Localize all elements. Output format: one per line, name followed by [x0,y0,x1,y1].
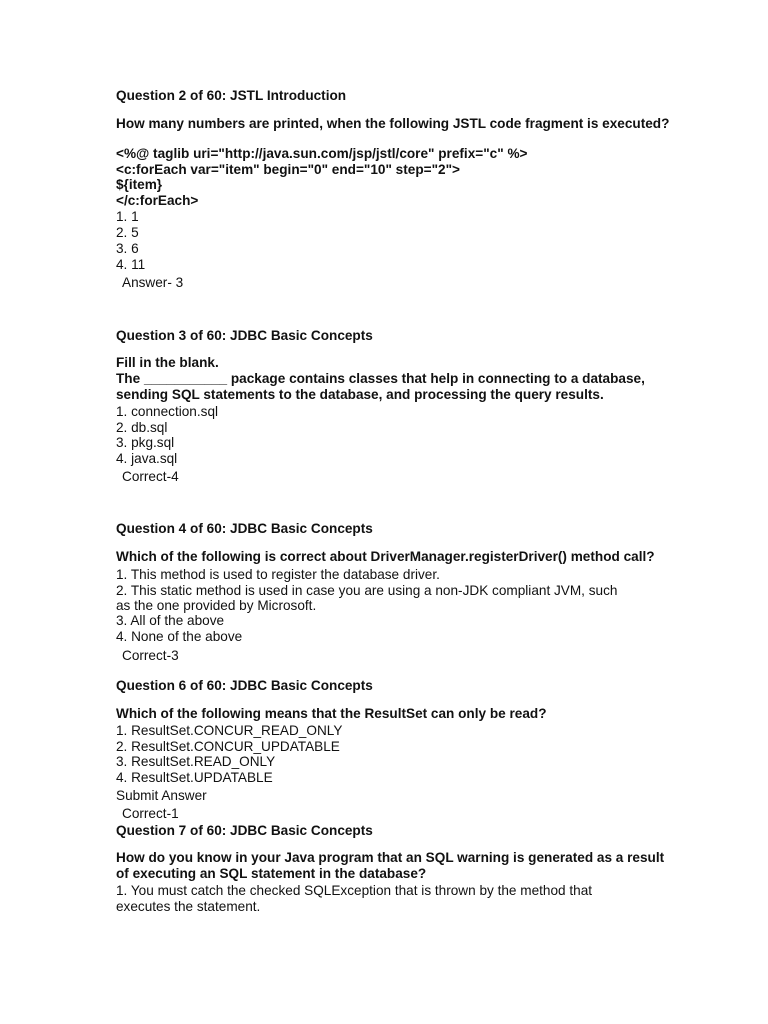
option-item: 3. 6 [116,241,139,256]
answer-text: Correct-3 [122,648,179,663]
option-item: 3. pkg.sql [116,435,175,450]
option-item: 1. This method is used to register the database driver. [116,567,440,582]
option-item: 1. ResultSet.CONCUR_READ_ONLY [116,723,343,738]
option-item: 2. 5 [116,225,139,240]
code-line: <c:forEach var="item" begin="0" end="10" step="2"> [116,162,460,177]
question-prompt: of executing an SQL statement in the database? [116,866,427,881]
option-item: 4. java.sql [116,451,178,466]
option-item: 1. You must catch the checked SQLException that is thrown by the method that [116,883,593,898]
question-prompt: Which of the following means that the ResultSet can only be read? [116,706,547,721]
code-line: ${item} [116,177,163,192]
question-title: Question 7 of 60: JDBC Basic Concepts [116,823,373,838]
question-title: Question 3 of 60: JDBC Basic Concepts [116,328,373,343]
option-item: 4. ResultSet.UPDATABLE [116,770,273,785]
option-item: 1. connection.sql [116,404,219,419]
question-prompt: How do you know in your Java program that an SQL warning is generated as a result [116,850,665,865]
option-item: 2. db.sql [116,420,168,435]
question-prompt: How many numbers are printed, when the following JSTL code fragment is executed? [116,116,670,131]
question-title: Question 6 of 60: JDBC Basic Concepts [116,678,373,693]
answer-text: Correct-4 [122,469,179,484]
question-title: Question 4 of 60: JDBC Basic Concepts [116,521,373,536]
option-item: 1. 1 [116,209,139,224]
option-item: 4. 11 [116,257,146,272]
option-item: 2. ResultSet.CONCUR_UPDATABLE [116,739,340,754]
option-item: 3. ResultSet.READ_ONLY [116,754,276,769]
question-prompt: The ___________ package contains classes that help in connecting to a database, [116,371,645,386]
question-prompt: Fill in the blank. [116,355,219,370]
answer-text: Answer- 3 [122,275,184,290]
answer-text: Correct-1 [122,806,179,821]
submit-answer-text: Submit Answer [116,788,207,803]
option-item: as the one provided by Microsoft. [116,598,317,613]
option-item: 4. None of the above [116,629,243,644]
question-prompt: Which of the following is correct about DriverManager.registerDriver() method call? [116,549,655,564]
question-prompt: sending SQL statements to the database, and processing the query results. [116,387,604,402]
code-line: </c:forEach> [116,193,199,208]
code-line: <%@ taglib uri="http://java.sun.com/jsp/jstl/core" prefix="c" %> [116,146,528,161]
option-item: 2. This static method is used in case you are using a non-JDK compliant JVM, such [116,583,618,598]
option-item: executes the statement. [116,899,261,914]
option-item: 3. All of the above [116,613,225,628]
question-title: Question 2 of 60: JSTL Introduction [116,88,347,103]
